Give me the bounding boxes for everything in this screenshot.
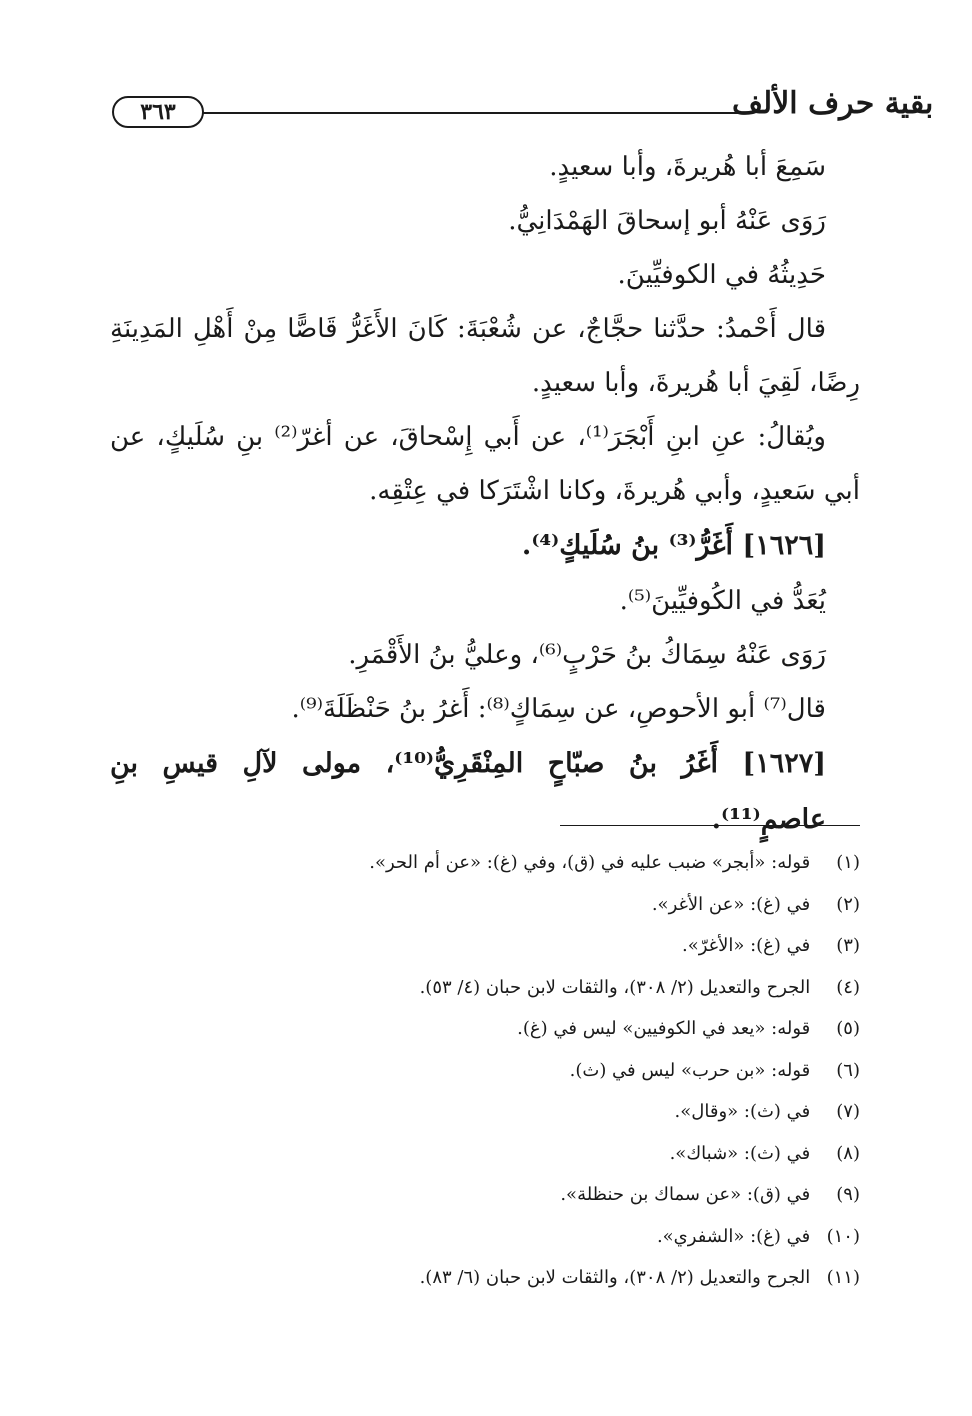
footnote: [110, 1008, 860, 1050]
footnote: [110, 925, 860, 967]
paragraph: حَدِيثُهُ في الكوفيِّينَ.: [617, 260, 826, 290]
footnote-number: (٣): [836, 935, 860, 956]
footnote: [110, 842, 860, 884]
footnote: [110, 1050, 860, 1092]
paragraph: قال⁽⁷⁾ أبو الأحوصِ، عن سِمَاكٍ⁽⁸⁾: أَغرُ بنُ حَنْظَلَةَ⁽⁹⁾.: [291, 694, 826, 724]
footnote-number: (٢): [836, 893, 860, 915]
paragraph: يُعَدُّ في الكُوفيِّينَ⁽⁵⁾.: [619, 586, 826, 616]
page-number: ٣٦٣: [112, 96, 204, 128]
footnote-text: الجرح والتعديل (٢/ ٣٠٨)، والثقات لابن حبان (٦/ ٨٣).: [419, 1267, 811, 1288]
paragraph: ويُقالُ: عنِ ابنِ أَبْجَرَ⁽¹⁾، عن أَبي إِسْحاقَ، عن أغرّ⁽²⁾ بنِ سُلَيكٍ، عن أبي سَعيدٍ، وأبي هُريرةَ، وكانا اشْتَرَكا في عِتْقِه.: [110, 422, 860, 506]
footnote-number: (٤): [836, 976, 860, 998]
footnote: [110, 1133, 860, 1175]
paragraph: رَوَى عَنْهُ سِمَاكُ بنُ حَرْبٍ⁽⁶⁾، وعليُّ بنُ الأَقْمَرِ.: [348, 640, 826, 670]
paragraph: قال أَحْمدُ: حدَّثنا حجَّاجٌ، عن شُعْبَةَ: كَانَ الأَغَرُّ قَاصًّا مِنْ أَهْلِ المَدِينَةِ رِضًا، لَقِيَ أبا هُريرةَ، وأبا سعيدٍ.: [110, 314, 860, 398]
footnote: [110, 1216, 860, 1258]
footnote-text: قوله: «بن حرب» ليس في (ث).: [569, 1059, 811, 1081]
footnote-text: في (غ): «الأغرّ».: [682, 935, 811, 956]
entry-heading-1627: [١٦٢٧] أَغَرُ بنُ صبّاحٍ المِنْقَرِيُّ⁽¹⁰⁾، مولى لآلِ قيسِ بنِ عاصمٍ⁽¹¹⁾.: [110, 748, 827, 835]
footnote-number: (١): [836, 852, 860, 873]
footnote-text: قوله: «يعد في الكوفيين» ليس في (غ).: [517, 1018, 811, 1039]
footnote-number: (١١): [826, 1267, 860, 1288]
footnote-text: الجرح والتعديل (٢/ ٣٠٨)، والثقات لابن حبان (٤/ ٥٣).: [419, 976, 811, 998]
footnote-text: في (ق): «عن سماك بن حنظلة».: [560, 1184, 811, 1205]
footnotes: [110, 842, 860, 1299]
footnote: [110, 884, 860, 926]
footnote-number: (١٠): [826, 1225, 860, 1247]
entry-heading-1626: [١٦٢٦] أَغَرُّ⁽³⁾ بنُ سُلَيكٍ⁽⁴⁾.: [521, 530, 826, 561]
footnote-text: في (غ): «عن الأغر».: [651, 893, 811, 915]
footnote-text: قوله: «أبجر» ضبب عليه في (ق)، وفي (غ): «عن أم الحر».: [369, 852, 811, 873]
footnote-separator: [560, 825, 860, 826]
footnote: [110, 1091, 860, 1133]
footnote-number: (٦): [836, 1059, 860, 1081]
footnote-number: (٩): [836, 1184, 860, 1205]
footnote: [110, 967, 860, 1009]
footnote-text: في (ث): «وقال».: [674, 1101, 811, 1122]
page-header: [112, 86, 934, 132]
paragraph: رَوَى عَنْهُ أبو إسحاقَ الهَمْدَانِيُّ.: [508, 206, 826, 236]
footnote-number: (٧): [836, 1101, 860, 1122]
header-rule: [200, 112, 738, 114]
running-title: بقية حرف الألف: [732, 86, 934, 121]
footnote: [110, 1174, 860, 1216]
footnote-number: (٨): [836, 1142, 860, 1164]
footnote-text: في (ث): «شباك».: [669, 1142, 811, 1164]
footnote-text: في (غ): «الشفري».: [656, 1225, 811, 1247]
footnote-number: (٥): [836, 1018, 860, 1039]
paragraph: سَمِعَ أبا هُريرةَ، وأبا سعيدٍ.: [549, 152, 826, 182]
footnote: [110, 1257, 860, 1299]
main-text: [110, 140, 860, 848]
